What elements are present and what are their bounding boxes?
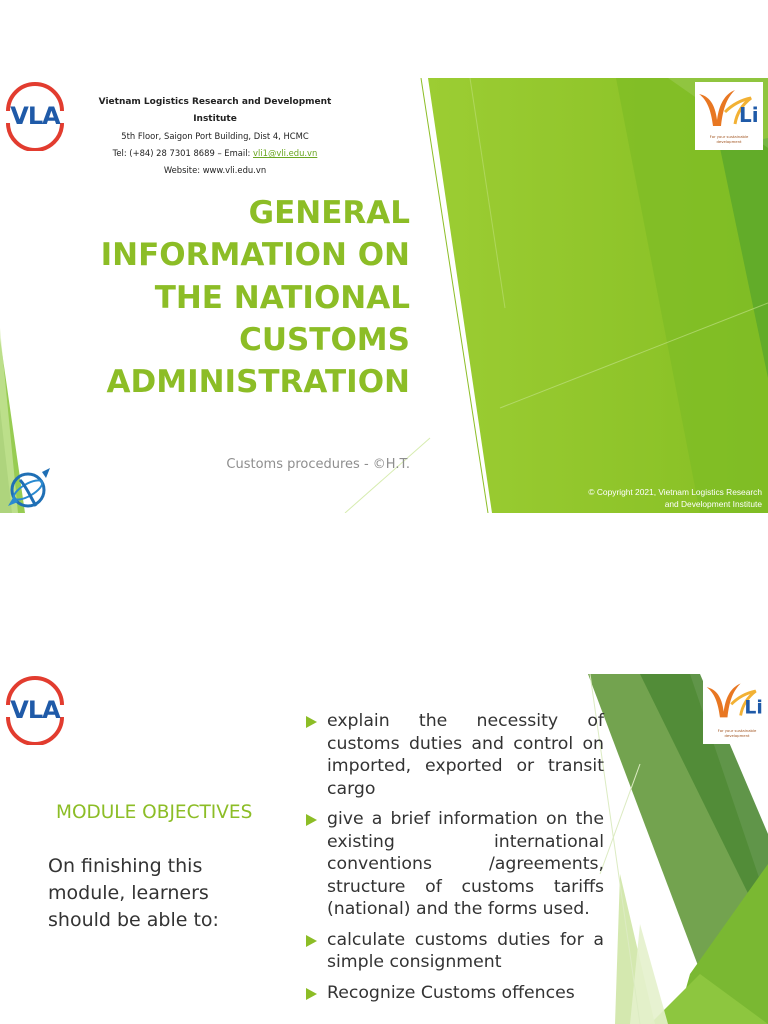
institute-tel: Tel: (+84) 28 7301 8689 – Email: [112,148,254,158]
svg-text:Li: Li [744,697,763,719]
objectives-list [306,710,604,1004]
institute-contact [80,145,350,162]
list-item [306,710,604,800]
title-line: INFORMATION ON [100,237,410,274]
institute-info [80,94,350,179]
copyright-line: and Development Institute [664,499,762,509]
copyright-notice [542,486,762,510]
title-line: GENERAL [248,195,410,231]
objective-text: explain the necessity of customs duties and control on imported, exported or transit cargo [327,711,604,799]
objective-text: Recognize Customs offences [327,982,575,1003]
vla-logo-text: VLA [10,696,60,724]
institute-website: Website: www.vli.edu.vn [163,165,267,175]
triangle-bullet-icon [306,814,317,826]
title-slide [0,78,768,513]
institute-name: Vietnam Logistics Research and Development Institute [98,97,332,124]
slide-subtitle: Customs procedures - ©H.T. [226,457,410,472]
vli-logo-icon [703,676,768,744]
title-line: CUSTOMS [239,321,410,358]
vli-logo-caption: For your sustainable development [717,728,757,738]
vli-logo-icon [695,82,763,150]
objective-text: calculate customs duties for a simple consignment [327,929,604,972]
objectives-intro: On finishing this module, learners should be able to: [48,855,219,931]
triangle-bullet-icon [306,935,317,947]
triangle-bullet-icon [306,988,317,1000]
vli-logo-caption: For your sustainable development [709,134,749,144]
title-line: ADMINISTRATION [106,364,410,401]
list-item [306,808,604,921]
institute-address: 5th Floor, Saigon Port Building, Dist 4, HCMC [121,131,309,141]
vla-logo-icon [0,81,70,151]
slide-title [80,192,410,403]
objectives-heading: MODULE OBJECTIVES [56,802,253,823]
objectives-slide [0,674,768,1024]
vla-logo-icon [0,675,70,745]
globe-emblem-icon [6,466,54,513]
institute-email-link[interactable]: vli1@vli.edu.vn [253,148,318,158]
triangle-bullet-icon [306,716,317,728]
list-item [306,929,604,974]
vla-logo-text: VLA [10,102,60,130]
copyright-line: © Copyright 2021, Vietnam Logistics Research [588,487,762,497]
title-line: THE NATIONAL [154,279,410,316]
objective-text: give a brief information on the existing international conventions /agreements, structure of customs tariffs (national) and the forms used. [327,809,604,919]
svg-text:Li: Li [739,103,759,127]
list-item [306,982,604,1005]
